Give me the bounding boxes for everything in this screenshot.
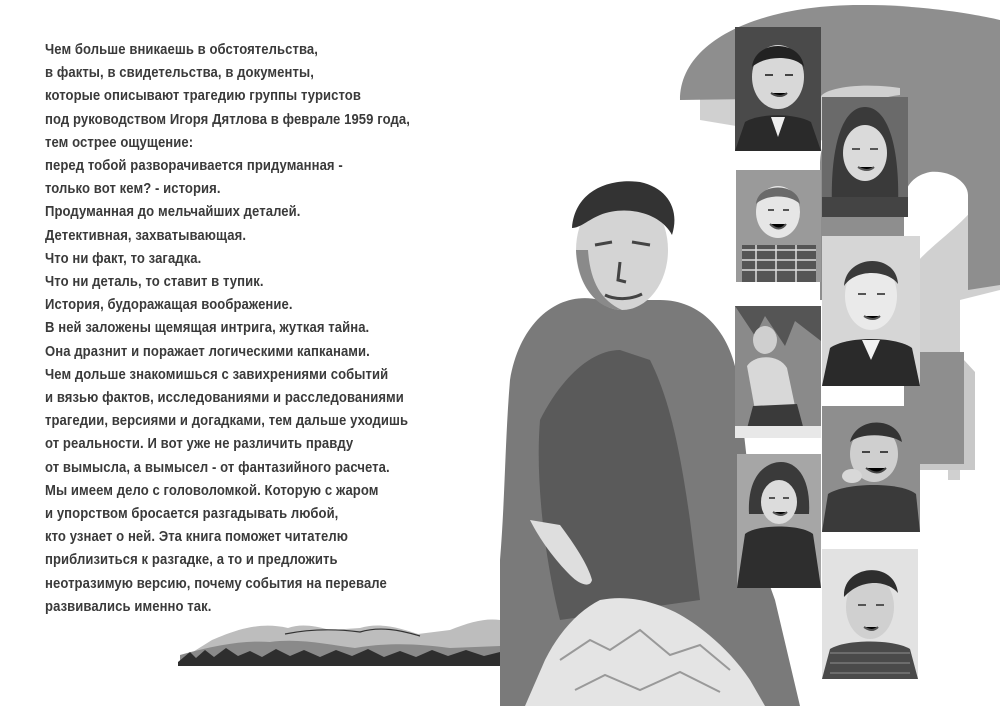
portrait-young-man	[822, 236, 920, 386]
portrait-young-man-hair	[822, 549, 918, 679]
intro-line: кто узнает о ней. Эта книга поможет читателю	[45, 528, 349, 546]
intro-line: Что ни деталь, то ставит в тупик.	[45, 273, 264, 291]
intro-line: Детективная, захватывающая.	[45, 226, 247, 244]
intro-line: трагедии, версиями и догадками, тем дальше уходишь	[45, 412, 409, 430]
intro-line: тем острее ощущение:	[45, 133, 194, 151]
intro-line: и упорством бросается разгадывать любой,	[45, 505, 339, 523]
portrait-young-woman-smiling	[736, 170, 821, 282]
intro-line: перед тобой разворачивается придуманная -	[45, 157, 343, 175]
intro-line: под руководством Игоря Дятлова в феврале 1959 года,	[45, 110, 410, 128]
portrait-man-suit	[735, 27, 821, 151]
intro-line: Что ни факт, то загадка.	[45, 249, 202, 267]
intro-line: Чем дольше знакомишься с завихрениями событий	[45, 365, 389, 383]
intro-line: неотразимую версию, почему события на перевале	[45, 574, 387, 592]
intro-line: развивались именно так.	[45, 597, 212, 615]
portrait-woman-headscarf	[822, 97, 908, 217]
intro-line: Она дразнит и поражает логическими капканами.	[45, 342, 370, 360]
intro-text	[45, 38, 410, 618]
intro-line: приблизиться к разгадке, а то и предложить	[45, 551, 338, 569]
photo-man-smiling-eating	[822, 406, 920, 532]
photo-woman-winter	[737, 454, 821, 588]
intro-line: В ней заложены щемящая интрига, жуткая тайна.	[45, 319, 370, 337]
intro-line: и вязью фактов, исследованиями и расследованиями	[45, 389, 404, 407]
intro-line: Мы имеем дело с головоломкой. Которую с жаром	[45, 481, 379, 499]
intro-line: от вымысла, а вымысел - от фантазийного расчета.	[45, 458, 390, 476]
intro-line: История, будоражащая воображение.	[45, 296, 293, 314]
intro-line: от реальности. И вот уже не различить правду	[45, 435, 354, 453]
intro-line: которые описывают трагедию группы туристов	[45, 87, 361, 105]
intro-line: Продуманная до мельчайших деталей.	[45, 203, 301, 221]
photo-man-sitting-outdoors	[735, 306, 821, 438]
intro-line: в факты, в свидетельства, в документы,	[45, 64, 314, 82]
intro-line: только вот кем? - история.	[45, 180, 221, 198]
intro-line: Чем больше вникаешь в обстоятельства,	[45, 41, 318, 58]
